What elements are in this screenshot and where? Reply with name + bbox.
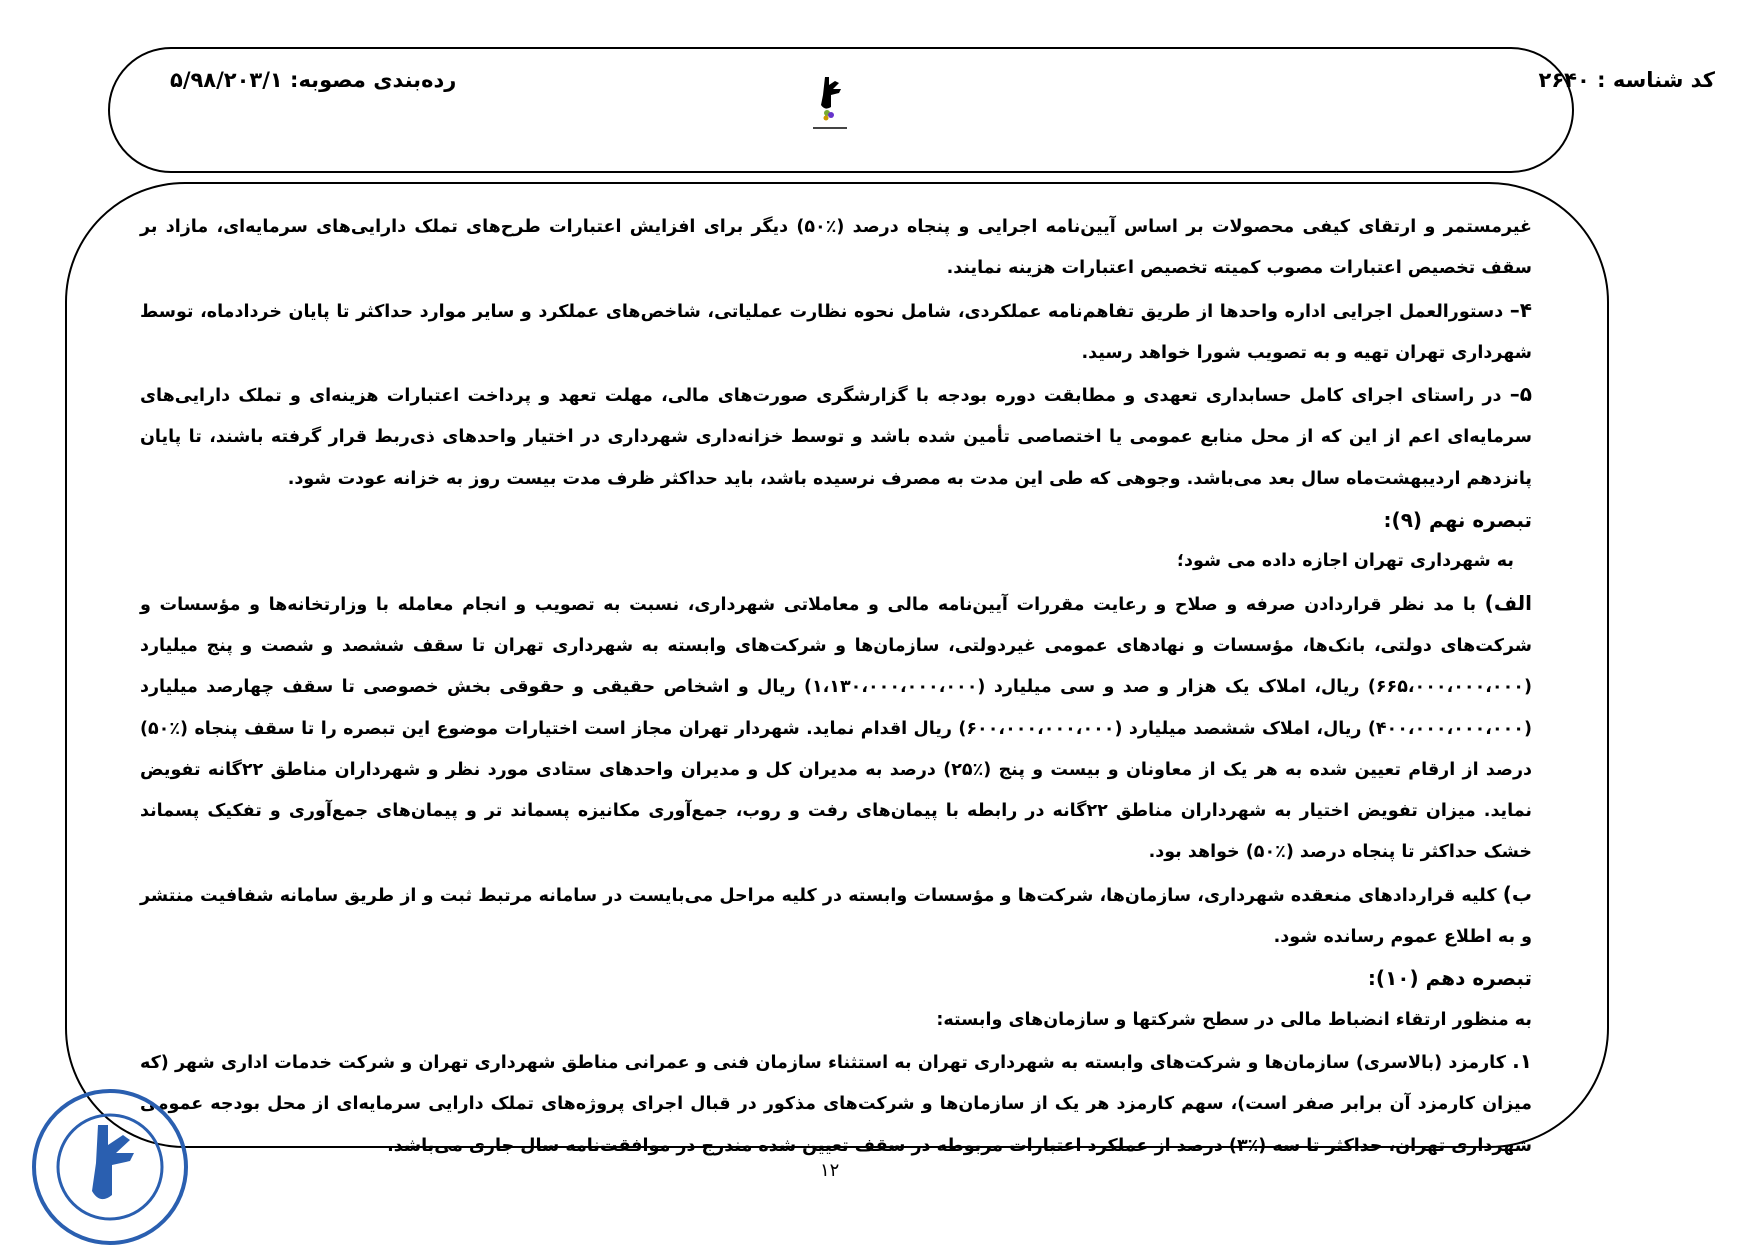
- note-10-heading: تبصره دهم (۱۰):: [1367, 966, 1532, 991]
- item-1: [140, 1041, 1532, 1167]
- clause-be: [140, 874, 1532, 959]
- continued-paragraph: غیرمستمر و ارتقای کیفی محصولات بر اساس آیین‌نامه اجرایی و پنجاه درصد (٪۵۰) دیگر برای افزایش اعتبارات طرح‌های تملک دارایی‌های سرمایه‌ای، مازاد بر سقف تخصیص اعتبارات مصوب کمیته تخصیص اعتبارات هزینه نمایند.: [140, 217, 1532, 279]
- document-code: کد شناسه : ۲۶۴۰: [1538, 68, 1715, 92]
- resolution-classification: رده‌بندی مصوبه: ۵/۹۸/۲۰۳/۱: [170, 68, 457, 92]
- item-5-text: در راستای اجرای کامل حسابداری تعهدی و مطابقت دوره بودجه با گزارشگری صورت‌های مالی، مهلت تعهد و پرداخت اعتبارات هزینه‌ای و تملک دارایی‌های سرمایه‌ای اعم از این که از محل منابع عمومی یا اختصاصی تأمین شده باشد و توسط خزانه‌داری شهرداری در اختیار واحدهای ذی‌ربط قرار گرفته باشند، تا پایان پانزدهم اردیبهشت‌ماه سال بعد می‌باشد. وجوهی که طی این مدت به مصرف نرسیده باشد، باید حداکثر ظرف مدت بیست روز به خزانه عودت شود.: [140, 386, 1532, 489]
- clause-be-text: کلیه قراردادهای منعقده شهرداری، سازمان‌ها، شرکت‌ها و مؤسسات وابسته در کلیه مراحل می‌بایست در سامانه مرتبط ثبت و از طریق سامانه شفافیت منتشر و به اطلاع عموم رسانده شود.: [140, 885, 1532, 948]
- item-5: [140, 374, 1532, 500]
- item-4-text: دستورالعمل اجرایی اداره واحدها از طریق تفاهم‌نامه عملکردی، شامل نحوه نظارت عملیاتی، شاخص‌های عملکرد و سایر موارد حداکثر تا پایان خردادماه، توسط شهرداری تهران تهیه و به تصویب شورا خواهد رسید.: [140, 301, 1532, 363]
- clause-be-label: ب): [1502, 881, 1532, 906]
- item-4: [140, 290, 1532, 375]
- council-stamp-icon: [28, 1085, 193, 1250]
- note-10-intro: به منظور ارتقاء انضباط مالی در سطح شرکتها و سازمان‌های وابسته:: [936, 1009, 1532, 1030]
- item-1-number: ۱.: [1512, 1048, 1532, 1073]
- page-number: ۱۲: [820, 1160, 840, 1181]
- clause-alef-label: الف): [1484, 590, 1532, 615]
- item-4-number: ۴–: [1509, 297, 1532, 322]
- council-logo-icon: [805, 75, 855, 135]
- item-1-text: کارمزد (بالاسری) سازمان‌ها و شرکت‌های وابسته به شهرداری تهران به استثناء سازمان فنی و عمرانی مناطق شهرداری تهران و شرکت خدمات اداری شهر (که میزان کارمزد آن برابر صفر است)، سهم کارمزد هر یک از سازمان‌ها و شرکت‌های مذکور در قبال اجرای پروژه‌های تملک دارایی سرمایه‌ای از محل بودجه عمومی شهرداری تهران، حداکثر تا سه (٪۳) درصد از عملکرد اعتبارات مربوطه در سقف تعیین شده مندرج در موافقت‌نامه سال جاری می‌باشد.: [140, 1052, 1532, 1156]
- clause-alef-text: با مد نظر قراردادن صرفه و صلاح و رعایت مقررات آیین‌نامه مالی و معاملاتی شهرداری، نسبت به تصویب و انجام معامله با وزارتخانه‌ها و مؤسسات و شرکت‌های دولتی، بانک‌ها، مؤسسات و نهادهای عمومی غیردولتی، سازمان‌ها و شرکت‌های وابسته به شهرداری تهران تا سقف ششصد و شصت و پنج میلیارد (۶۶۵،۰۰۰،۰۰۰،۰۰۰) ریال، املاک یک هزار و صد و سی میلیارد (۱،۱۳۰،۰۰۰،۰۰۰،۰۰۰) ریال و اشخاص حقیقی و حقوقی بخش خصوصی تا سقف چهارصد میلیارد (۴۰۰،۰۰۰،۰۰۰،۰۰۰) ریال، املاک ششصد میلیارد (۶۰۰،۰۰۰،۰۰۰،۰۰۰) ریال اقدام نماید. شهردار تهران مجاز است اختیارات موضوع این تبصره را تا سقف پنجاه (٪۵۰) درصد از ارقام تعیین شده به هر یک از معاونان و بیست و پنج (٪۲۵) درصد به مدیران کل و مدیران واحدهای ستادی مورد نظر و شهرداران مناطق ۲۲گانه تفویض نماید. میزان تفویض اختیار به شهرداران مناطق ۲۲گانه در رابطه با پیمان‌های رفت و روب، جمع‌آوری مکانیزه پسماند تر و پیمان‌های جمع‌آوری و تفکیک پسماند خشک حداکثر تا پنجاه درصد (٪۵۰) خواهد بود.: [140, 594, 1533, 863]
- note-9-intro: به شهرداری تهران اجازه داده می شود؛: [1176, 551, 1514, 572]
- document-body: [140, 207, 1532, 1167]
- clause-alef: [140, 583, 1532, 874]
- note-9-heading: تبصره نهم (۹):: [1383, 508, 1532, 533]
- item-5-number: ۵–: [1509, 382, 1532, 407]
